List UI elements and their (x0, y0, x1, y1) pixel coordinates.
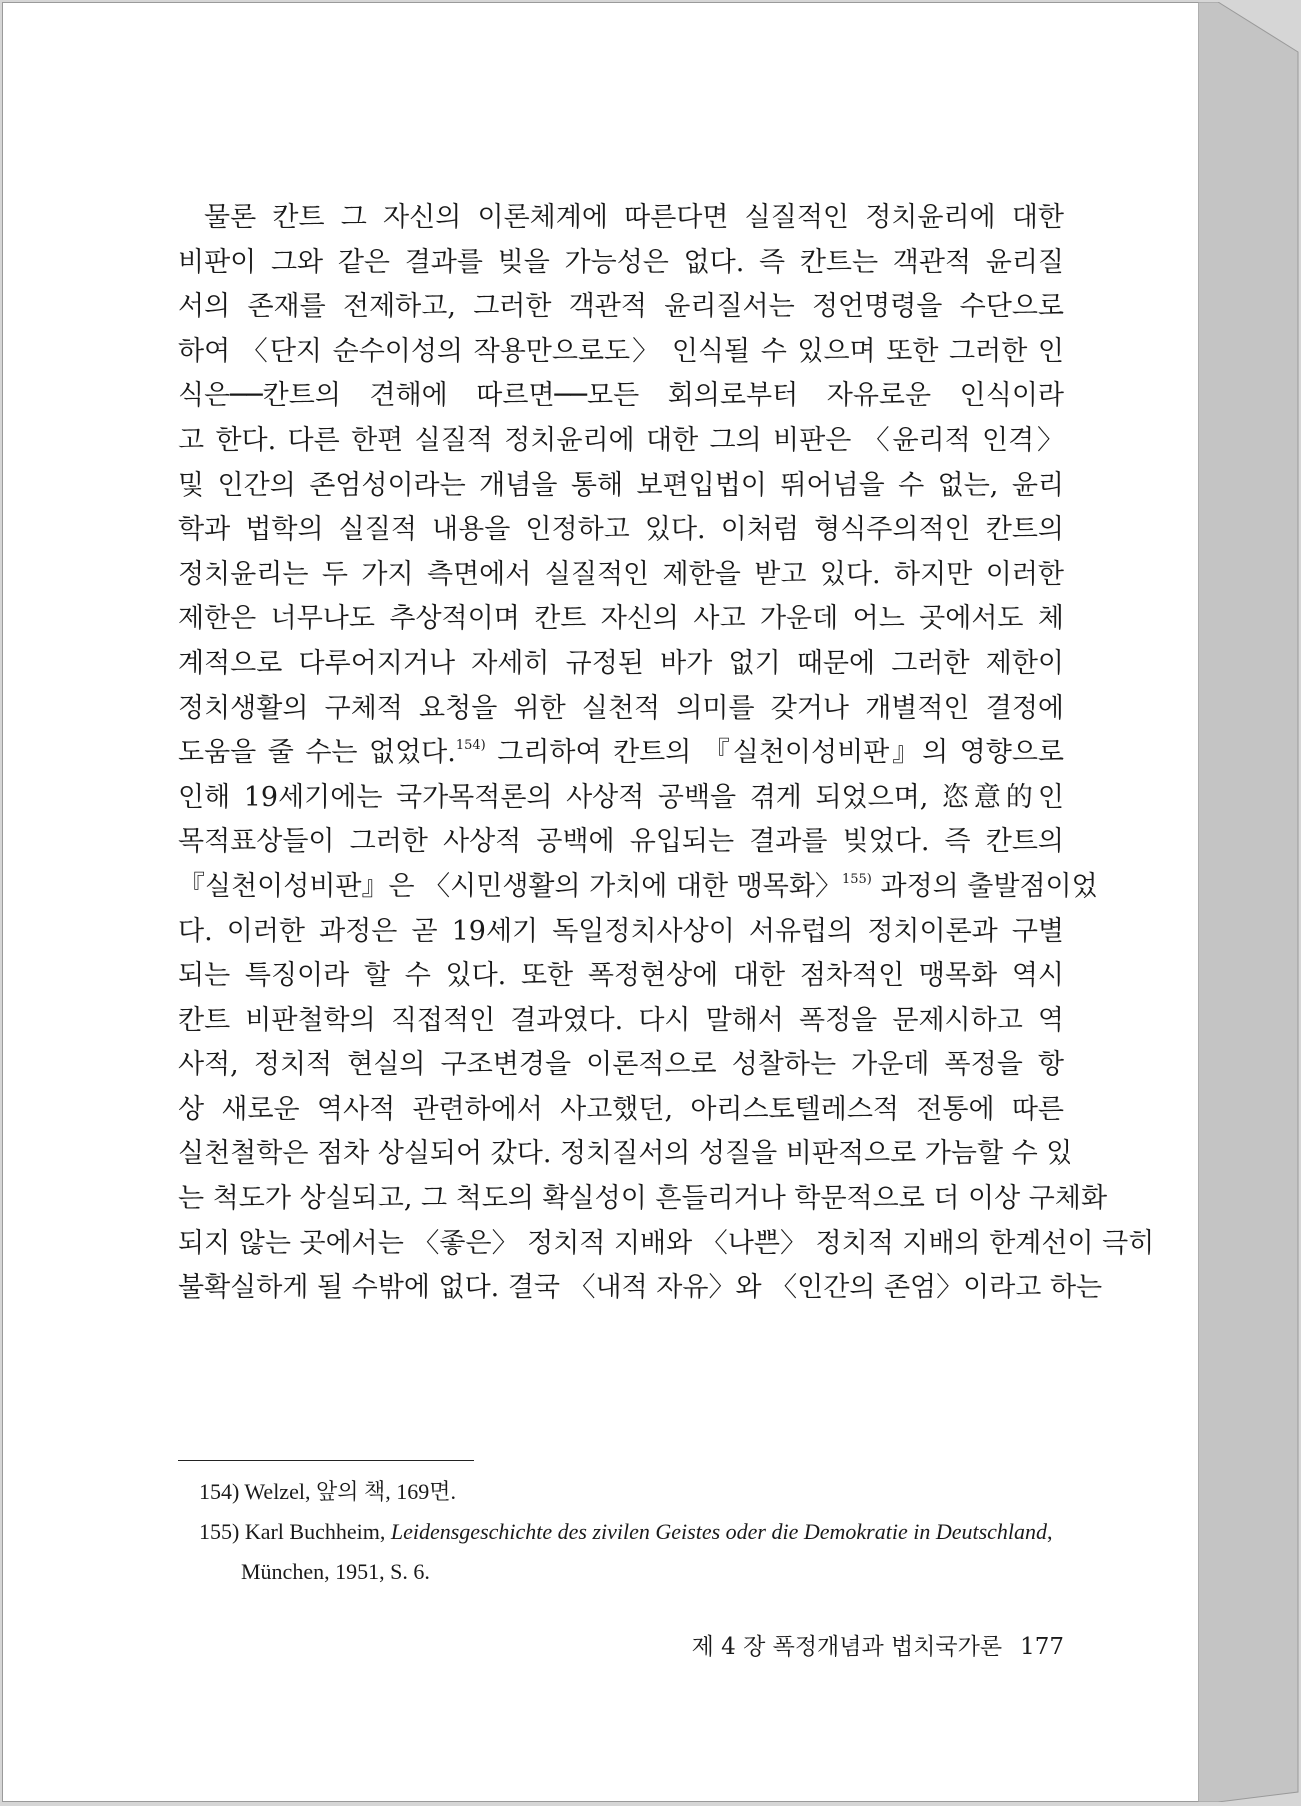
text-line: 제한은 너무나도 추상적이며 칸트 자신의 사고 가운데 어느 곳에서도 체 (178, 603, 1064, 635)
footnote-ref-155: 155) (841, 871, 872, 887)
text-line: 학과 법학의 실질적 내용을 인정하고 있다. 이처럼 형식주의적인 칸트의 (178, 514, 1064, 546)
text-line: 인해 19세기에는 국가목적론의 사상적 공백을 겪게 되었으며, 恣意的인 (178, 781, 1064, 813)
text-line: 다. 이러한 과정은 곧 19세기 독일정치사상이 서유럽의 정치이론과 구별 (178, 915, 1064, 947)
text-line: 실천철학은 점차 상실되어 갔다. 정치질서의 성질을 비판적으로 가늠할 수 있 (178, 1138, 1073, 1170)
footnote-author: Karl Buchheim, (244, 1519, 391, 1544)
footnote-154: 154) Welzel, 앞의 책, 169면. (199, 1479, 456, 1504)
text-line: 상 새로운 역사적 관련하에서 사고했던, 아리스토텔레스적 전통에 따른 (178, 1093, 1064, 1125)
text-line: 고 한다. 다른 한편 실질적 정치윤리에 대한 그의 비판은 〈윤리적 인격〉 (178, 424, 1064, 456)
footnote-divider (178, 1460, 474, 1461)
text-line: 서의 존재를 전제하고, 그러한 객관적 윤리질서는 정언명령을 수단으로 (178, 291, 1064, 323)
page-number: 177 (1020, 1634, 1064, 1660)
text-line: 되는 특징이라 할 수 있다. 또한 폭정현상에 대한 점차적인 맹목화 역시 (178, 960, 1064, 992)
text-line: 되지 않는 곳에서는 〈좋은〉 정치적 지배와 〈나쁜〉 정치적 지배의 한계선이 극히 (178, 1227, 1155, 1259)
chapter-title: 제 4 장 폭정개념과 법치국가론 (691, 1634, 1003, 1660)
text-segment: 그리하여 칸트의 『실천이성비판』의 영향으로 (485, 737, 1064, 769)
footnote-continuation: München, 1951, S. 6. (241, 1559, 430, 1584)
text-line: 사적, 정치적 현실의 구조변경을 이론적으로 성찰하는 가운데 폭정을 항 (178, 1049, 1064, 1081)
text-line: 물론 칸트 그 자신의 이론체계에 따른다면 실질적인 정치윤리에 대한 (204, 202, 1064, 233)
page-stack-edge (1198, 2, 1300, 1802)
footnote-punct: , (1047, 1519, 1053, 1544)
footnote-number: 155) (199, 1519, 245, 1544)
footnote-155 (199, 1512, 1079, 1592)
text-line (178, 865, 1098, 910)
text-line: 는 척도가 상실되고, 그 척도의 확실성이 흔들리거나 학문적으로 더 이상 구체화 (178, 1183, 1108, 1215)
text-line: 불확실하게 될 수밖에 없다. 결국 〈내적 자유〉와 〈인간의 존엄〉이라고 하는 (178, 1272, 1103, 1304)
text-line (178, 731, 1064, 776)
text-line: 계적으로 다루어지거나 자세히 규정된 바가 없기 때문에 그러한 제한이 (178, 647, 1064, 679)
text-segment: 도움을 줄 수는 없었다. (178, 737, 456, 769)
text-line: 하여 〈단지 순수이성의 작용만으로도〉 인식될 수 있으며 또한 그러한 인 (178, 335, 1064, 367)
text-line: 정치생활의 구체적 요청을 위한 실천적 의미를 갖거나 개별적인 결정에 (178, 692, 1064, 724)
text-line: 정치윤리는 두 가지 측면에서 실질적인 제한을 받고 있다. 하지만 이러한 (178, 558, 1064, 590)
running-footer (672, 1628, 1064, 1661)
text-line: 및 인간의 존엄성이라는 개념을 통해 보편입법이 뛰어넘을 수 없는, 윤리 (178, 469, 1064, 501)
footnote-title: Leidensgeschichte des zivilen Geistes oder die Demokratie in Deutschland (390, 1519, 1048, 1544)
text-line: 칸트 비판철학의 직접적인 결과였다. 다시 말해서 폭정을 문제시하고 역 (178, 1004, 1064, 1036)
text-line: 식은──칸트의 견해에 따르면──모든 회의로부터 자유로운 인식이라 (178, 380, 1064, 412)
text-segment: 『실천이성비판』은 〈시민생활의 가치에 대한 맹목화〉 (178, 870, 842, 902)
text-line: 목적표상들이 그러한 사상적 공백에 유입되는 결과를 빚었다. 즉 칸트의 (178, 826, 1064, 858)
body-text (178, 196, 1155, 1311)
footnotes (199, 1472, 1079, 1592)
text-line: 비판이 그와 같은 결과를 빚을 가능성은 없다. 즉 칸트는 객관적 윤리질 (178, 246, 1064, 278)
footnote-ref-154: 154) (455, 738, 486, 754)
text-segment: 과정의 출발점이었 (871, 870, 1098, 902)
